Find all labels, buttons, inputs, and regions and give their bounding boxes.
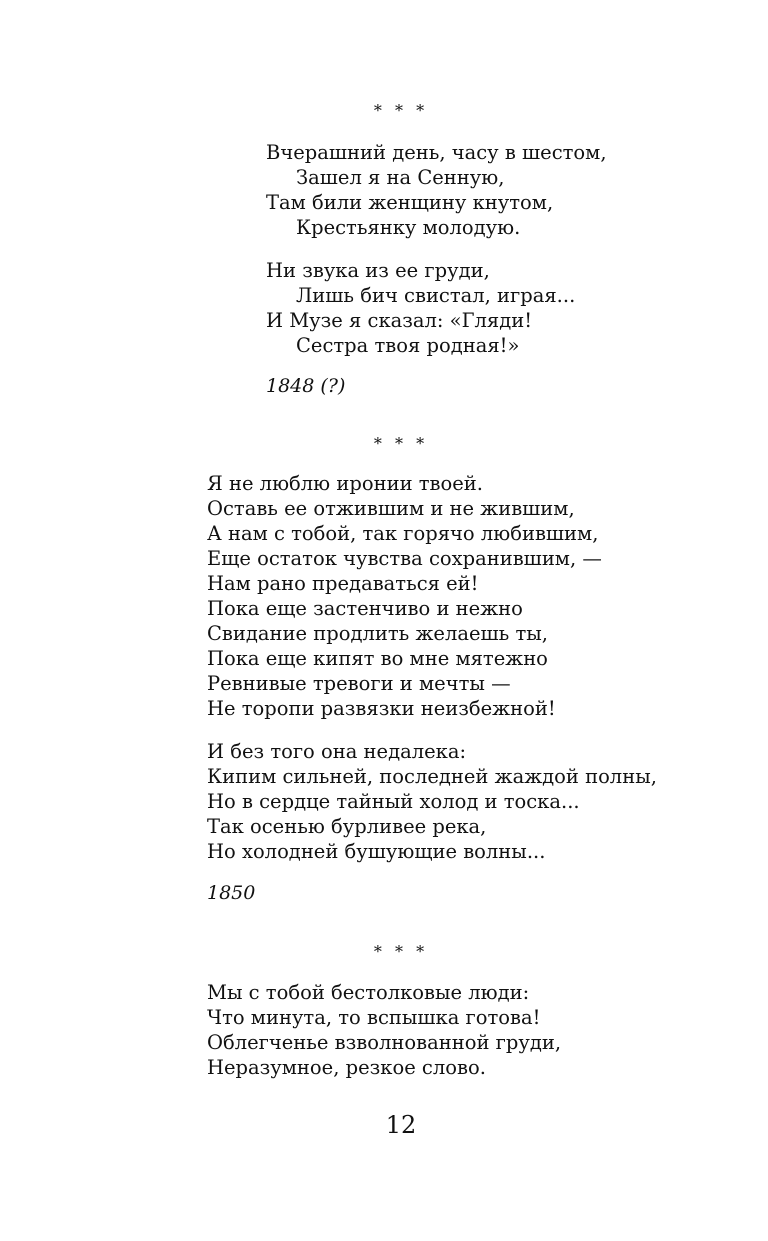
verse-line: Зашел я на Сенную, (296, 166, 505, 189)
verse-line: А нам с тобой, так горячо любившим, (207, 522, 599, 545)
verse-line: Но в сердце тайный холод и тоска... (207, 790, 580, 813)
poem-text (207, 471, 657, 864)
verse-line: Сестра твоя родная!» (296, 334, 520, 357)
verse-line: И Музе я сказал: «Гляди! (266, 309, 533, 332)
verse-line: Что минута, то вспышка готова! (207, 1006, 541, 1029)
poem-date: 1848 (?) (266, 375, 346, 397)
verse-line: Не торопи развязки неизбежной! (207, 697, 556, 720)
verse-line: Я не люблю иронии твоей. (207, 472, 483, 495)
poem-date: 1850 (207, 882, 256, 904)
page-number: 12 (385, 1111, 417, 1139)
verse-line: Но холодней бушующие волны... (207, 840, 546, 863)
verse-line: Так осенью бурливее река, (207, 815, 487, 838)
verse-line: Лишь бич свистал, играя... (296, 284, 576, 307)
section-separator: * * * (373, 101, 429, 120)
verse-line: Кипим сильней, последней жаждой полны, (207, 765, 657, 788)
verse-line: Пока еще кипят во мне мятежно (207, 647, 548, 670)
poem-text (207, 980, 561, 1080)
verse-line: Облегченье взволнованной груди, (207, 1031, 562, 1054)
verse-line: Вчерашний день, часу в шестом, (266, 141, 607, 164)
verse-line: Еще остаток чувства сохранившим, — (207, 547, 602, 570)
verse-line: Свидание продлить желаешь ты, (207, 622, 548, 645)
section-separator: * * * (373, 942, 429, 961)
verse-line: Неразумное, резкое слово. (207, 1056, 486, 1079)
section-separator: * * * (373, 434, 429, 453)
verse-line: Там били женщину кнутом, (266, 191, 554, 214)
verse-line: Ни звука из ее груди, (266, 259, 490, 282)
verse-line: Ревнивые тревоги и мечты — (207, 672, 511, 695)
stanza-gap (207, 721, 657, 739)
stanza-gap (266, 240, 607, 258)
verse-line: Оставь ее отжившим и не жившим, (207, 497, 575, 520)
poem-text (266, 140, 607, 358)
verse-line: Мы с тобой бестолковые люди: (207, 981, 530, 1004)
verse-line: Крестьянку молодую. (296, 216, 521, 239)
verse-line: И без того она недалека: (207, 740, 467, 763)
verse-line: Пока еще застенчиво и нежно (207, 597, 523, 620)
verse-line: Нам рано предаваться ей! (207, 572, 479, 595)
